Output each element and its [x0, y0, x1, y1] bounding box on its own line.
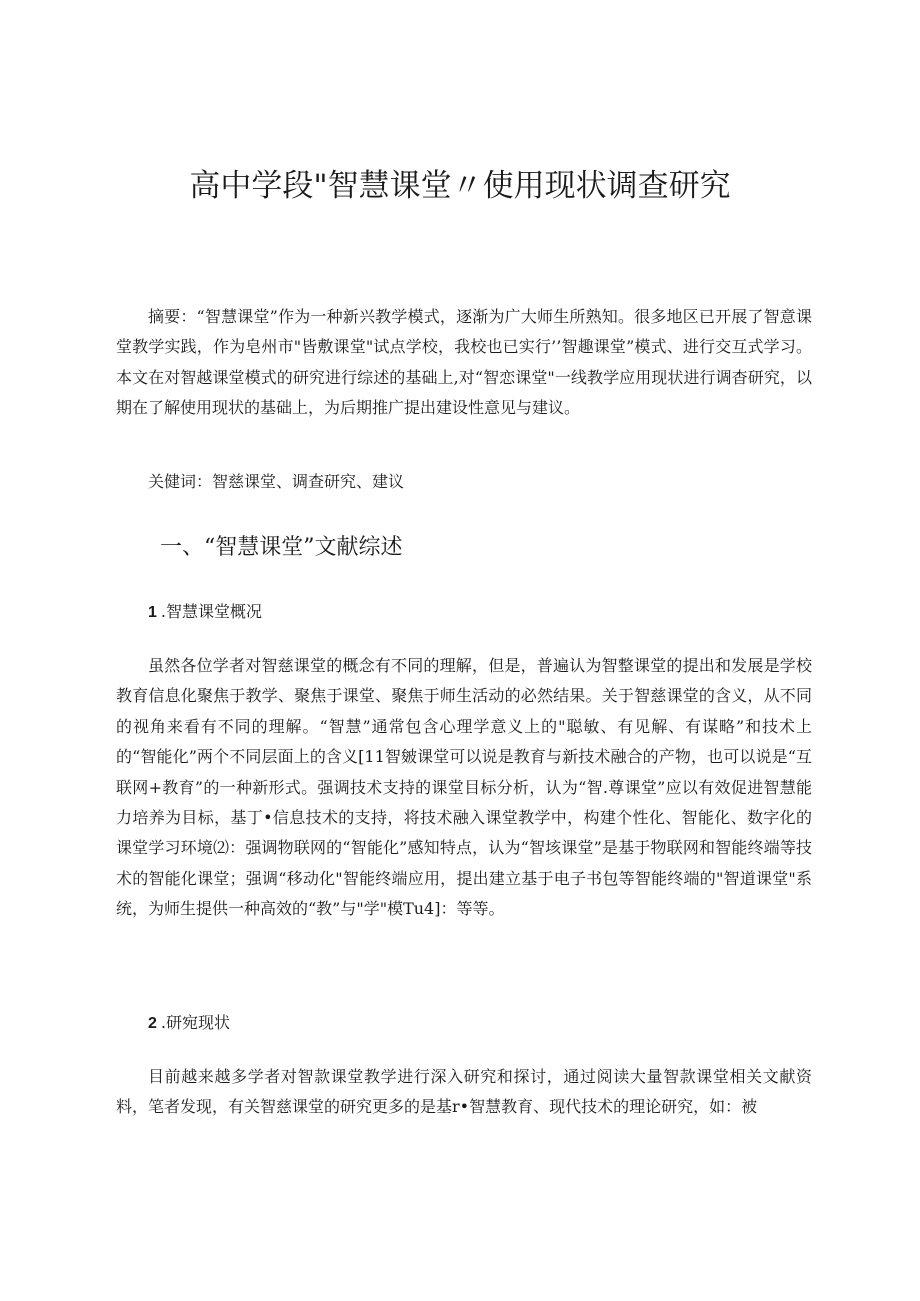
- document-title: 高中学段"智慧课堂〃使用现状调查研究: [189, 168, 731, 204]
- subsection-2-number: 2: [148, 1015, 157, 1032]
- subsection-1-title: .智慧课堂概况: [160, 602, 262, 621]
- subsection-2-body: 目前越来越多学者对智款课堂教学进行深入研究和探讨，通过阅读大量智款课堂相关文献资料，笔者发现，有关智慈课堂的研究更多的是基r•智慧教育、现代技术的理论研究，如：被: [116, 1067, 812, 1117]
- keywords-line: 关健词：智慈课堂、调查研究、建议: [148, 472, 405, 491]
- subsection-1-body: 虽然各位学者对智慈课堂的概念有不同的理解，但是，普遍认为智整课堂的提出和发展是学校教育信息化聚焦于教学、聚焦于课堂、聚焦于师生活动的必然结果。关于智慈课堂的含义，从不同的视角来看有不同的理解。“智慧”通常包含心理学意义上的"聪敏、有见解、有谋略”和技术上的“智能化”两个不同层面上的含义[11智皴课堂可以说是教育与新技术融合的产物，也可以说是“互联网+教育”的一种新形式。强调技术支持的课堂目标分析，认为“智.尊课堂”应以有效促进智慧能力培养为目标，基丁•信息技术的支持，将技术融入课堂教学中，构建个性化、智能化、数字化的课堂学习环境⑵：强调物联网的“智能化”感知特点，认为“智垓课堂”是基于物联网和智能终端等技术的智能化课堂；强调“移动化"智能终端应用，提出建立基于电子书包等智能终端的"智道课堂"系统，为师生提供一种高效的“教”与"学"模Tu4]：等等。: [116, 656, 812, 919]
- subsection-1-number: 1: [148, 604, 157, 621]
- section-1-heading: 一、“智慧课堂”文献综述: [160, 535, 403, 560]
- subsection-2-title: .研宛现状: [160, 1013, 230, 1032]
- subsection-2-heading: [148, 1010, 230, 1037]
- abstract-paragraph: 摘要：“智慧课堂”作为一种新兴教学模式，逐渐为广大师生所熟知。很多地区已开展了智意课堂教学实践，作为皂州市"皆敷课堂"试点学校，我校也已实行’’智趣课堂”模式、进行交互式学习。本文在对智越课堂模式的研究进行综述的基础上,对“智恋课堂"一线教学应用现状进行调杳研究，以期在了解使用现状的基础上，为后期推广提出建设性意见与建议。: [116, 307, 812, 418]
- subsection-1-heading: [148, 599, 262, 626]
